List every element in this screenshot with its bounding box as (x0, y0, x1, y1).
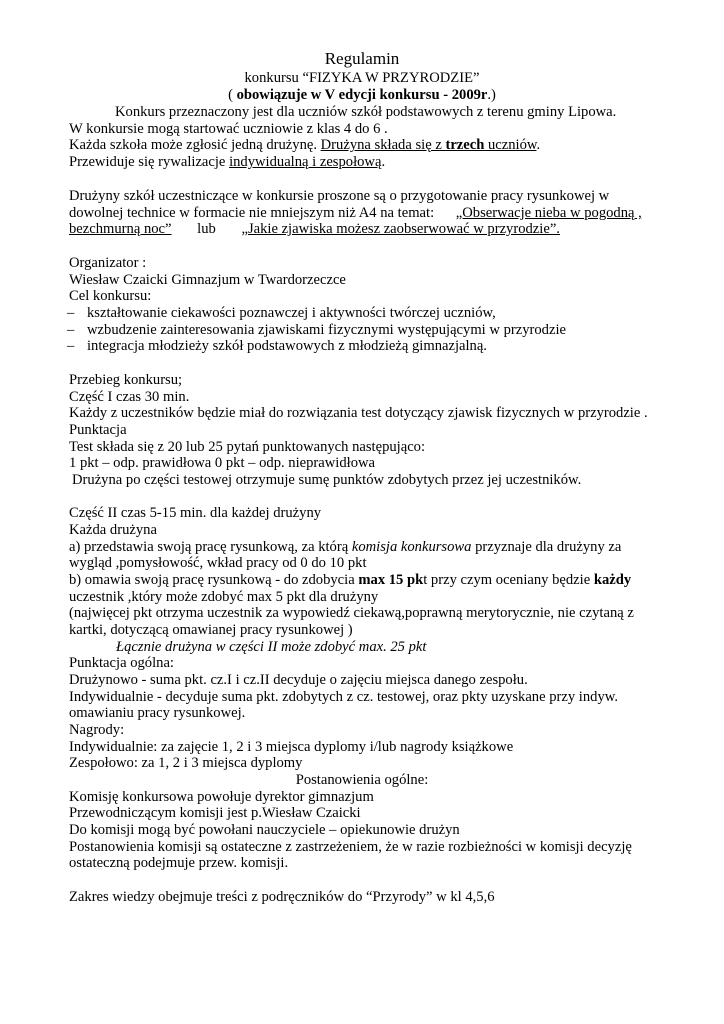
team-line-underlined (321, 137, 537, 153)
part2-each-team: Każda drużyna (69, 522, 157, 538)
part1-description: Każdy z uczestników będzie miał do rozwiązania test dotyczący zjawisk fizycznych w przyrodzie . (69, 405, 648, 421)
part2-item-a-cont: wygląd ,pomysłowość, wkład pracy od 0 do 10 pkt (69, 555, 367, 571)
part2-item-b-cont: uczestnik ,który może zdobyć max 5 pkt dla drużyny (69, 589, 379, 605)
rivalry-line (69, 154, 385, 171)
goals-label: Cel konkursu: (69, 288, 152, 304)
goal-bullet: – (67, 322, 75, 338)
organizer-label: Organizator : (69, 255, 147, 271)
drawing-or: lub (193, 221, 220, 237)
edition-open: ( (228, 87, 237, 103)
scoring-label: Punktacja (69, 422, 127, 438)
team-line-u-pre: Drużyna składa się z (320, 137, 446, 153)
awards-team: Zespołowo: za 1, 2 i 3 miejsca dyplomy (69, 755, 303, 771)
test-description: Test składa się z 20 lub 25 pytań punktowanych następująco: (69, 439, 426, 455)
organizer-value: Wiesław Czaicki Gimnazjum w Twardorzeczce (69, 272, 346, 288)
goal-bullet: – (67, 305, 75, 321)
general-provisions-heading: Postanowienia ogólne: (295, 772, 429, 788)
drawing-task-line (69, 205, 642, 222)
team-line-u-bold: trzech (445, 137, 485, 153)
part2-a-post: przyznaje dla drużyny za (471, 539, 622, 555)
edition-text: obowiązuje w V edycji konkursu - 2009r (236, 87, 488, 103)
intro-line: W konkursie mogą startować uczniowie z klas 4 do 6 . (69, 121, 388, 137)
general-scoring-label: Punktacja ogólna: (69, 655, 174, 671)
drawing-topic-1: „Obserwacje nieba w pogodną , (455, 205, 642, 221)
part2-total: Łącznie drużyna w części II może zdobyć max. 25 pkt (116, 639, 427, 655)
drawing-line2-prefix: dowolnej technice w formacie nie mniejszym niż A4 na temat: (69, 205, 438, 221)
provision-line: Przewodniczącym komisji jest p.Wiesław Czaicki (69, 805, 361, 821)
part2-b-mid: t przy czym oceniany będzie (423, 572, 594, 588)
drawing-task-line (69, 221, 560, 238)
provision-line: Do komisji mogą być powołani nauczyciele – opiekunowie drużyn (69, 822, 460, 838)
part2-b-bold2: każdy (593, 572, 632, 588)
awards-label: Nagrody: (69, 722, 125, 738)
part2-b-bold1: max 15 pk (358, 572, 424, 588)
part2-item-a (69, 539, 621, 556)
intro-line: Konkurs przeznaczony jest dla uczniów szkół podstawowych z terenu gminy Lipowa. (115, 104, 617, 120)
provision-line: Postanowienia komisji są ostateczne z zastrzeżeniem, że w razie rozbieżności w komisji decyzję (69, 839, 632, 855)
goal-item: wzbudzenie zainteresowania zjawiskami fizycznymi występującymi w przyrodzie (87, 322, 566, 338)
rivalry-end: . (381, 154, 386, 170)
general-scoring-team: Drużynowo - suma pkt. cz.I i cz.II decyduje o zajęciu miejsca danego zespołu. (69, 672, 528, 688)
part2-header: Część II czas 5-15 min. dla każdej drużyny (69, 505, 322, 521)
team-line-u-post: uczniów (484, 137, 537, 153)
team-composition-line (69, 137, 540, 154)
rivalry-prefix: Przewiduje się rywalizacje (69, 154, 230, 170)
provision-line: ostateczną podejmuje przew. komisji. (69, 855, 289, 871)
part2-b-pre: b) omawia swoją pracę rysunkową - do zdobycia (69, 572, 359, 588)
part2-a-italic: komisja konkursowa (351, 539, 472, 555)
part2-note: (najwięcej pkt otrzyma uczestnik za wypowiedź ciekawą,poprawną merytorycznie, nie czytaną z (69, 605, 634, 621)
provision-line: Komisję konkursowa powołuje dyrektor gimnazjum (69, 789, 374, 805)
edition-line (0, 87, 724, 104)
part2-note: kartki, dotyczącą omawianej pracy rysunkowej ) (69, 622, 353, 638)
document-title: Regulamin (324, 49, 400, 68)
course-label: Przebieg konkursu; (69, 372, 183, 388)
team-line-prefix: Każda szkoła może zgłosić jedną drużynę. (69, 137, 321, 153)
drawing-topic-1-end: bezchmurną noc” (69, 221, 172, 237)
part2-item-b (69, 572, 631, 589)
drawing-task-line: Drużyny szkół uczestniczące w konkursie proszone są o przygotowanie pracy rysunkowej w (69, 188, 610, 204)
points-line: 1 pkt – odp. prawidłowa 0 pkt – odp. nieprawidłowa (69, 455, 376, 471)
goal-item: kształtowanie ciekawości poznawczej i aktywności twórczej uczniów, (87, 305, 496, 321)
team-sum-line: Drużyna po części testowej otrzymuje sumę punktów zdobytych przez jej uczestników. (72, 472, 582, 488)
general-scoring-indiv: Indywidualnie - decyduje suma pkt. zdobytych z cz. testowej, oraz pkty uzyskane przy indyw. (69, 689, 618, 705)
goal-item: integracja młodzieży szkół podstawowych z młodzieżą gimnazjalną. (87, 338, 487, 354)
rivalry-underlined: indywidualną i zespołową (229, 154, 382, 170)
drawing-topic-2: „Jakie zjawiska możesz zaobserwować w przyrodzie”. (241, 221, 560, 237)
awards-individual: Indywidualnie: za zajęcie 1, 2 i 3 miejsca dyplomy i/lub nagrody książkowe (69, 739, 514, 755)
goal-bullet: – (67, 338, 75, 354)
knowledge-scope: Zakres wiedzy obejmuje treści z podręczników do “Przyrody” w kl 4,5,6 (69, 889, 495, 905)
general-scoring-indiv: omawianiu pracy rysunkowej. (69, 705, 246, 721)
document-subtitle: konkursu “FIZYKA W PRZYRODZIE” (244, 70, 480, 86)
team-line-end: . (536, 137, 541, 153)
part2-a-pre: a) przedstawia swoją pracę rysunkową, za którą (69, 539, 352, 555)
edition-close: .) (487, 87, 496, 103)
part1-header: Część I czas 30 min. (69, 389, 190, 405)
